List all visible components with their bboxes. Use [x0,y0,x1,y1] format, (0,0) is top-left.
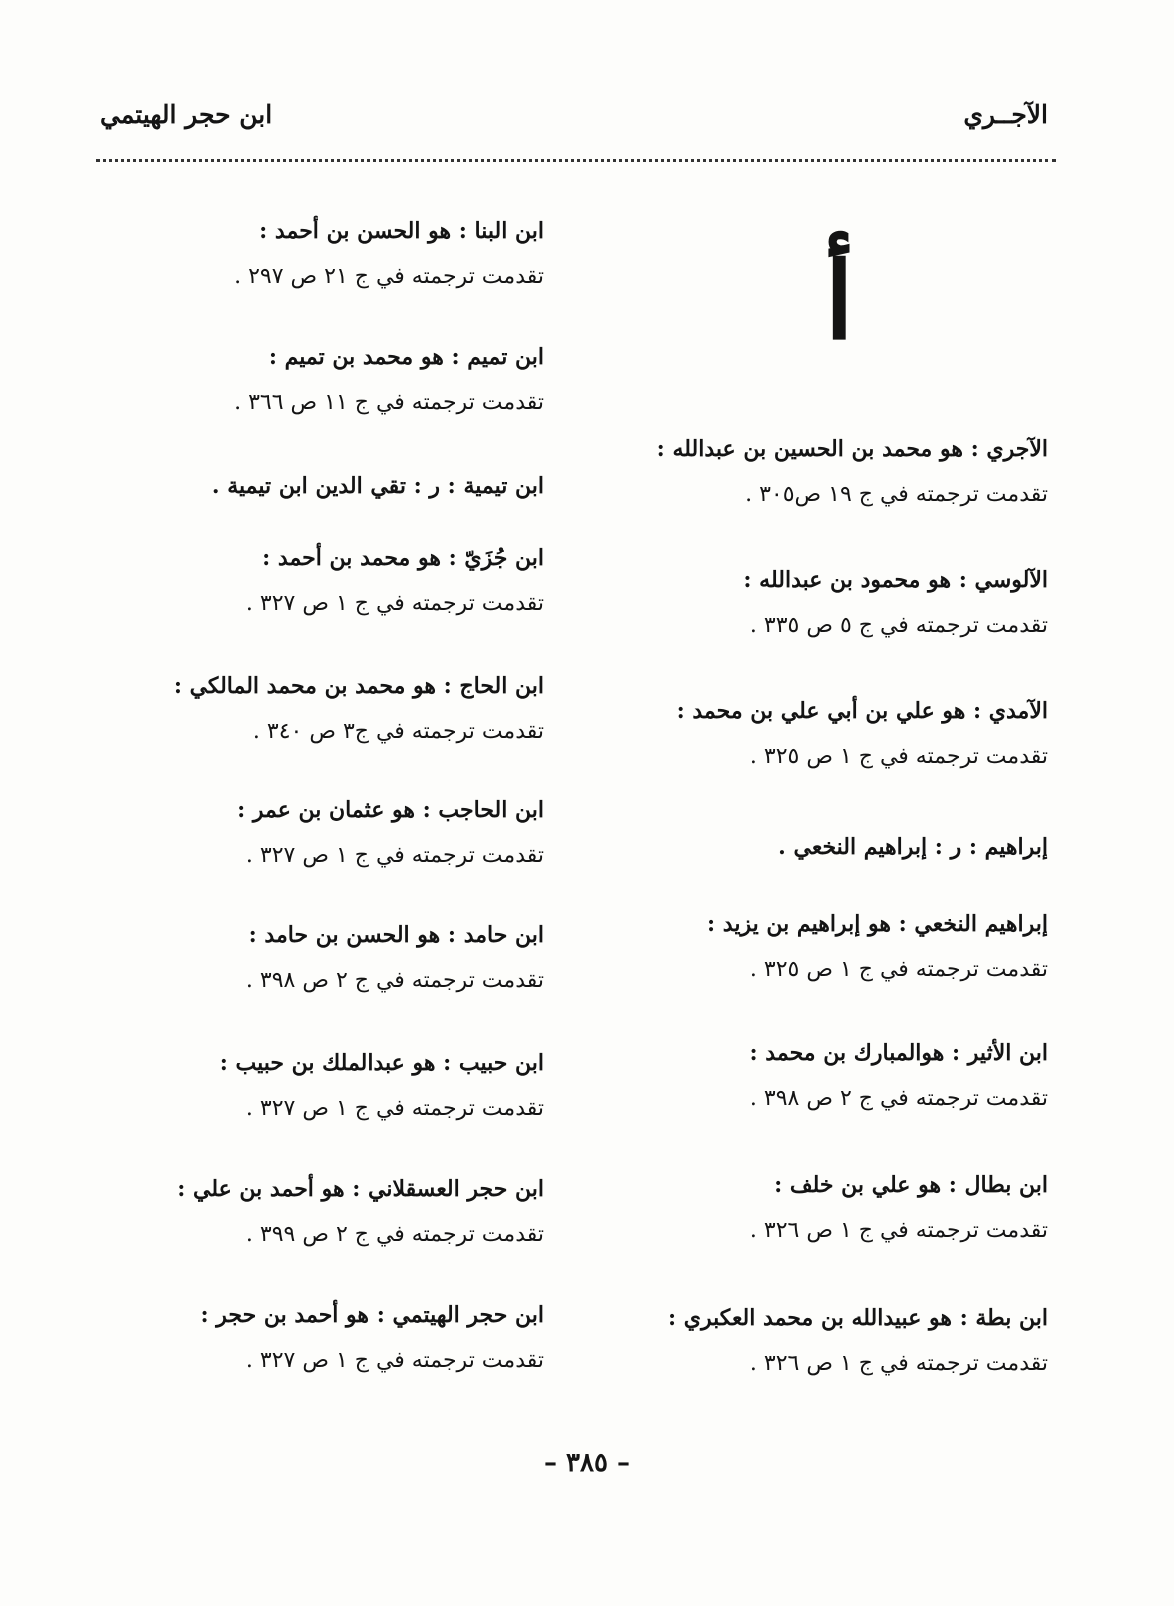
entry-reference: تقدمت ترجمته في ج ١ ص ٣٢٥ . [749,744,1048,770]
entry-head: ابن الحاجب : هو عثمان بن عمر : [237,797,544,823]
entry-head: ابن بطال : هو علي بن خلف : [774,1172,1048,1198]
entry-ibrahim [618,834,1048,860]
entry-ibn-al-hajj [104,673,544,746]
entry-reference: تقدمت ترجمته في ج ١ ص ٣٢٧ . [245,1096,544,1122]
entry-ibn-taymiyya [104,473,544,499]
entry-head: الآلوسي : هو محمود بن عبدالله : [743,567,1048,593]
entry-head: ابن بطة : هو عبيدالله بن محمد العكبري : [668,1305,1048,1331]
entry-ibn-al-banna [104,218,544,291]
entry-ibn-batta [618,1305,1048,1378]
entry-head: ابن حامد : هو الحسن بن حامد : [248,922,544,948]
entry-reference: تقدمت ترجمته في ج ١١ ص ٣٦٦ . [234,390,544,416]
entry-reference: تقدمت ترجمته في ج ١ ص ٣٢٧ . [245,1348,544,1374]
entry-reference: تقدمت ترجمته في ج ٢١ ص ٢٩٧ . [234,264,544,290]
entry-ibn-hajar-al-haytami [104,1302,544,1375]
entry-head: إبراهيم : ر : إبراهيم النخعي . [778,834,1048,860]
entry-reference: تقدمت ترجمته في ج ٢ ص ٣٩٩ . [245,1222,544,1248]
entry-ibn-tamim [104,344,544,417]
entry-head: الآجري : هو محمد بن الحسين بن عبدالله : [656,436,1048,462]
page-number: – ٣٨٥ – [543,1448,631,1478]
entry-ibn-hajar-al-asqalani [104,1176,544,1249]
entry-reference: تقدمت ترجمته في ج ١٩ ص٣٠٥ . [745,482,1048,508]
running-header-left: ابن حجر الهيتمي [100,100,273,129]
entry-reference: تقدمت ترجمته في ج ٥ ص ٣٣٥ . [749,613,1048,639]
entry-ibn-battal [618,1172,1048,1245]
entry-head: ابن تيمية : ر : تقي الدين ابن تيمية . [211,473,544,499]
dotted-header-rule [96,159,1056,162]
entry-ibn-al-hajib [104,797,544,870]
entry-ibrahim-al-nakhai [618,911,1048,984]
entry-head: الآمدي : هو علي بن أبي علي بن محمد : [676,698,1048,724]
entry-reference: تقدمت ترجمته في ج ١ ص ٣٢٥ . [749,957,1048,983]
entry-reference: تقدمت ترجمته في ج ١ ص ٣٢٧ . [245,843,544,869]
entry-al-ajurri [618,436,1048,509]
entry-ibn-juzayy [104,545,544,618]
entry-reference: تقدمت ترجمته في ج ١ ص ٣٢٦ . [749,1218,1048,1244]
entry-head: ابن تميم : هو محمد بن تميم : [268,344,544,370]
entry-ibn-hamid [104,922,544,995]
entry-reference: تقدمت ترجمته في ج ١ ص ٣٢٧ . [245,591,544,617]
entry-head: ابن الحاج : هو محمد بن محمد المالكي : [173,673,544,699]
entry-head: ابن حجر العسقلاني : هو أحمد بن علي : [177,1176,544,1202]
entry-al-alusi [618,567,1048,640]
entry-al-amidi [618,698,1048,771]
entry-head: ابن حجر الهيتمي : هو أحمد بن حجر : [200,1302,544,1328]
entry-reference: تقدمت ترجمته في ج٣ ص ٣٤٠ . [252,719,544,745]
running-header-right: الآجــري [963,100,1048,129]
entry-reference: تقدمت ترجمته في ج ١ ص ٣٢٦ . [749,1351,1048,1377]
entry-head: ابن الأثير : هوالمبارك بن محمد : [749,1040,1048,1066]
section-letter: أ [824,238,854,363]
entry-ibn-al-athir [618,1040,1048,1113]
entry-reference: تقدمت ترجمته في ج ٢ ص ٣٩٨ . [749,1086,1048,1112]
entry-head: ابن حبيب : هو عبدالملك بن حبيب : [219,1050,544,1076]
entry-head: إبراهيم النخعي : هو إبراهيم بن يزيد : [707,911,1048,937]
entry-head: ابن البنا : هو الحسن بن أحمد : [259,218,544,244]
entry-ibn-habib [104,1050,544,1123]
entry-head: ابن جُزَيّ : هو محمد بن أحمد : [262,545,544,571]
entry-reference: تقدمت ترجمته في ج ٢ ص ٣٩٨ . [245,968,544,994]
